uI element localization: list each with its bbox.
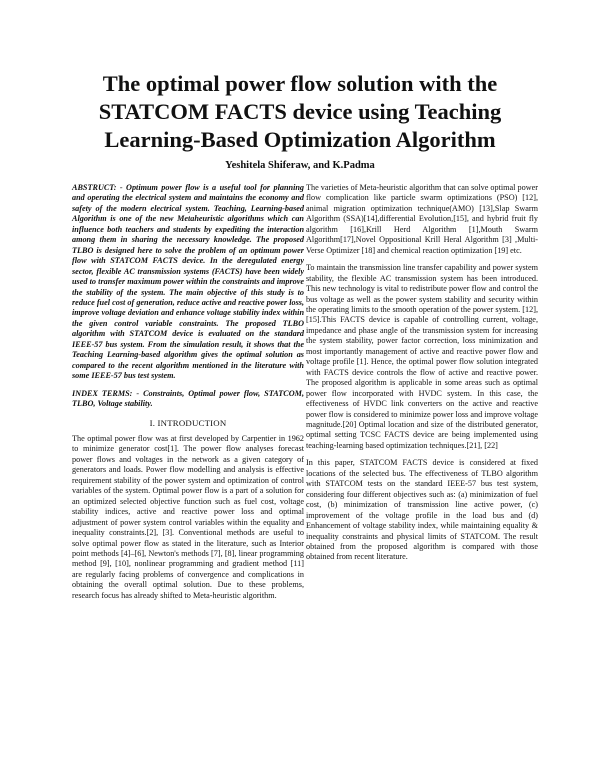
intro-paragraph-1: The optimal power flow was at first developed by Carpentier in 1962 to minimize generator cost[1]. The power flow analyses forecast power flows and voltages in the network as a given category of generators and loads. Power flow modelling and analysis is effective requirement stability of the power system and optimization of control variables of the system. Optimal power flow is a part of a solution for an optimized selected objective function such as fuel cost, voltage stability indices, active and reactive power loss and optimal adjustment of power system control variables within the equality and inequality constraints.[2], [3]. Conventional methods are useful to solve optimal power flow as stated in the literature, such as Interior point methods [4]–[6], Newton's methods [7], [8], linear programming method [9], [10], nonlinear programming and gradient method [11] are regularly facing problems of convergence and complications in obtaining the overall optimal solution. Due to these problems, research focus has already shifted to Meta-heuristic algorithm. — [72, 433, 304, 600]
index-terms-label: INDEX TERMS: - — [72, 388, 140, 398]
left-column — [72, 183, 304, 608]
author-list: Yeshitela Shiferaw, and K.Padma — [225, 160, 375, 171]
index-terms — [72, 389, 304, 410]
right-column — [306, 183, 538, 570]
intro-paragraph-4: In this paper, STATCOM FACTS device is considered at fixed locations of the selected bus. The effectiveness of TLBO algorithm with STATCOM tests on the standard IEEE-57 bus test system, considering four different objectives such as: (a) minimization of fuel cost, (b) minimization of transmission line active power, (c) improvement of the voltage profile in the load bus and (d) Enhancement of voltage stability index, while maintaining equality & inequality constraints and physical limits of STATCOM. The result obtained from the proposed algorithm is compared with those obtained from recent literature. — [306, 458, 538, 562]
index-terms-text: Constraints, Optimal power flow, STATCOM, TLBO, Voltage stability. — [72, 388, 304, 409]
abstract — [72, 183, 304, 382]
introduction — [72, 434, 304, 601]
abstract-label: ABSTRUCT: - — [72, 183, 123, 192]
abstract-text: Optimum power flow is a useful tool for planning and operating the electrical system and maintains the economy and safety of the modern electrical system. Teaching, Learning-based Algorithm is one of the new Metaheuristic algorithms which can influence both teachers and students by expediting the interaction among them in sharing the necessary knowledge. The proposed TLBO is designed here to solve the problem of an optimum power flow with STATCOM FACTS device. In the deregulated energy sector, flexible AC transmission systems (FACTS) have been widely used to transfer maximum power within the constraints and improve the stability of the system. The main objective of this study is to reduce fuel cost of generation, reduce active and reactive power loss, improve voltage deviation and enhance voltage stability index within the given control variable constraints. The proposed TLBO algorithm with STATCOM device is evaluated on the standard IEEE-57 bus system. From the simulation result, it shows that the Teaching Learning-based algorithm gives the optimal solution as compared to the recent algorithm mentioned in the literature with some IEEE-57 bus test system. — [72, 183, 305, 381]
intro-paragraph-2: The varieties of Meta-heuristic algorithm that can solve optimal power flow complication like particle swarm optimizations (PSO) [12], animal migration optimization technique(AMO) [13],Slap Swarm Algorithm (SSA)[14],differential Evolution,[15], and hybrid fruit fly algorithm [16],Krill Herd Algorithm [1],Mouth Swarm Algorithm[17],Novel Oppositional Krill Heral Algorithm [3] ,Multi-Verse Optimizer [18] and chemical reaction optimization [19] etc. — [306, 183, 538, 255]
paper-title: The optimal power flow solution with the STATCOM FACTS device using Teaching Learning-Based Optimization Algorithm — [98, 71, 502, 152]
section-heading-introduction: I. INTRODUCTION — [149, 417, 227, 428]
intro-paragraph-3: To maintain the transmission line transfer capability and power system stability, the flexible AC transmission system has been introduced. This new technology is vital to redistribute power flow and control the bus voltage as well as the power system stability and security within the operating limits to the smooth operation of the power system. [12], [15].This FACTS device is capable of controlling current, voltage, impedance and phase angle of the transmission system for increasing the system stability, power factor correction, loss minimization and most importantly management of active and reactive power flow and voltage profile [1]. Hence, the optimal power flow solution integrated with FACTS device controls the flow of active and reactive power. The proposed algorithm is applicable in some areas such as optimal power flow incorporated with HVDC system. In this case, the effectiveness of HVDC link converters on the active and reactive power flow is considered to minimize power loss and improve voltage magnitude.[20] Optimal location and size of the distributed generator, optimal setting TCSC FACTS device are being implemented using teaching-learning based optimization techniques.[21], [22] — [306, 263, 538, 450]
